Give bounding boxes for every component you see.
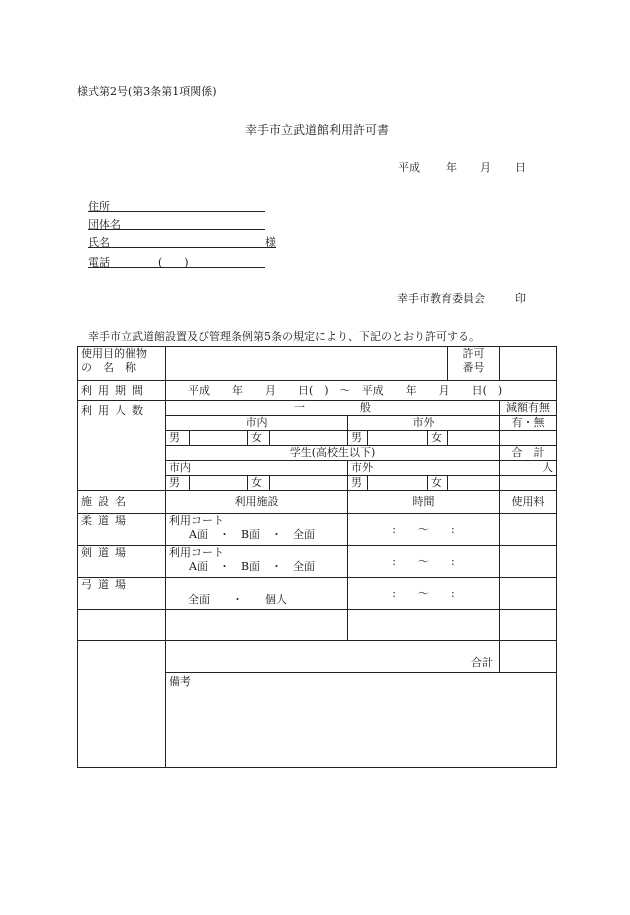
purpose-value — [166, 347, 448, 381]
phone-label: 電話 — [88, 256, 110, 269]
extra-time — [348, 610, 500, 641]
issuer-name: 幸手市教育委員会 — [397, 292, 485, 305]
judo-court-options: A面 ・ B面 ・ 全面 — [189, 527, 316, 541]
kendo-courts — [166, 546, 348, 578]
general-in-female: 女 — [248, 431, 270, 446]
general-city-out: 市外 — [348, 416, 500, 431]
kyudo-options: 全面 ・ 個人 — [166, 578, 348, 610]
general-in-male-count — [190, 431, 248, 446]
student-header: 学生(高校生以下) — [166, 446, 500, 461]
date-month: 月 — [480, 161, 491, 174]
honorific: 様 — [265, 236, 276, 249]
general-city-in: 市内 — [166, 416, 348, 431]
permit-form-table — [77, 346, 557, 768]
intro-text: 幸手市立武道館設置及び管理条例第5条の規定により、下記のとおり許可する。 — [88, 330, 480, 343]
date-era: 平成 — [398, 161, 420, 174]
date-year: 年 — [446, 161, 457, 174]
general-in-male: 男 — [166, 431, 190, 446]
judo-fee — [500, 514, 557, 546]
student-city-in: 市内 — [166, 461, 348, 476]
discount-header: 減額有無 — [500, 401, 557, 416]
facility-header: 施設名 — [78, 491, 166, 514]
seal-mark: 印 — [515, 292, 526, 305]
discount-yes-no: 有・無 — [500, 416, 557, 431]
permit-number-value — [500, 347, 557, 381]
period-value: 平成 年 月 日( ) ～ 平成 年 月 日( ) — [166, 381, 557, 401]
judo-label: 柔道場 — [78, 514, 166, 546]
extra-fee — [500, 610, 557, 641]
sum-value — [500, 641, 557, 673]
address-line — [88, 198, 265, 212]
general-out-female-count — [448, 431, 500, 446]
remarks-area: 備考 — [166, 673, 557, 768]
use-facility-header: 利用施設 — [166, 491, 348, 514]
student-out-female: 女 — [428, 476, 448, 491]
phone-paren: ( ) — [158, 256, 189, 269]
purpose-label-line1: 使用目的催物 — [81, 347, 147, 360]
student-in-female: 女 — [248, 476, 270, 491]
judo-courts — [166, 514, 348, 546]
permit-label-line2: 番号 — [462, 360, 485, 374]
student-out-female-count — [448, 476, 500, 491]
kendo-label: 剣道場 — [78, 546, 166, 578]
permit-number-label — [448, 347, 500, 381]
kendo-fee — [500, 546, 557, 578]
sum-label: 合計 — [166, 641, 500, 673]
discount-blank — [500, 431, 557, 446]
judo-time: : ～ : — [348, 514, 500, 546]
student-in-male-count — [190, 476, 248, 491]
extra-facility — [78, 610, 166, 641]
kendo-court-label: 利用コート — [169, 546, 224, 559]
time-header: 時間 — [348, 491, 500, 514]
page-title: 幸手市立武道館利用許可書 — [245, 123, 390, 137]
users-label: 利用人数 — [78, 401, 166, 491]
permit-label-line1: 許可 — [462, 347, 485, 360]
extra-use — [166, 610, 348, 641]
kendo-court-options: A面 ・ B面 ・ 全面 — [189, 559, 316, 573]
date-day: 日 — [515, 161, 526, 174]
general-out-female: 女 — [428, 431, 448, 446]
general-header: 一 般 — [166, 401, 500, 416]
judo-court-label: 利用コート — [169, 514, 224, 527]
total-person-unit: 人 — [500, 461, 557, 476]
kyudo-fee — [500, 578, 557, 610]
kyudo-label: 弓道場 — [78, 578, 166, 610]
student-in-female-count — [270, 476, 348, 491]
total-header: 合 計 — [500, 446, 557, 461]
student-out-male: 男 — [348, 476, 368, 491]
student-city-out: 市外 — [348, 461, 500, 476]
fee-header: 使用料 — [500, 491, 557, 514]
student-out-male-count — [368, 476, 428, 491]
group-line — [88, 216, 265, 230]
name-line — [88, 234, 276, 248]
phone-line — [88, 254, 265, 268]
name-label: 氏名 — [88, 236, 110, 249]
address-label: 住所 — [88, 200, 110, 213]
kendo-time: : ～ : — [348, 546, 500, 578]
general-in-female-count — [270, 431, 348, 446]
group-label: 団体名 — [88, 218, 121, 231]
form-id: 様式第2号(第3条第1項関係) — [77, 85, 217, 98]
purpose-label-line2: の 名 称 — [81, 360, 136, 374]
period-label: 利用期間 — [78, 381, 166, 401]
student-in-male: 男 — [166, 476, 190, 491]
general-out-male: 男 — [348, 431, 368, 446]
kyudo-time: : ～ : — [348, 578, 500, 610]
total-value — [500, 476, 557, 491]
remarks-left-blank — [78, 641, 166, 768]
general-out-male-count — [368, 431, 428, 446]
purpose-label — [78, 347, 166, 381]
